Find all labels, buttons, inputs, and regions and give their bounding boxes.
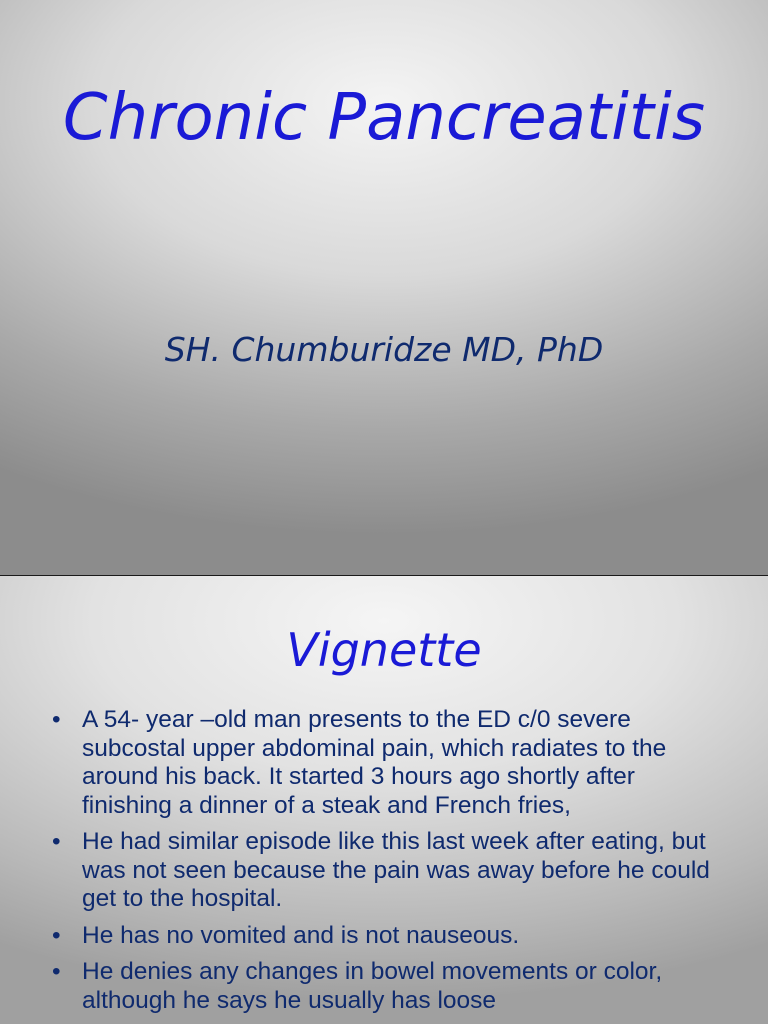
bullet-text: He denies any changes in bowel movements or color, although he says he usually has loose — [82, 958, 663, 1014]
slide-title: Vignette — [286, 623, 482, 677]
bullet-icon: • — [52, 958, 61, 985]
list-item — [32, 706, 722, 820]
bullet-icon: • — [52, 706, 61, 733]
list-item — [32, 922, 722, 951]
vignette-slide — [0, 576, 768, 1024]
bullet-icon: • — [52, 828, 61, 855]
list-item — [32, 958, 722, 1015]
bullet-text: A 54- year –old man presents to the ED c/0 severe subcostal upper abdominal pain, which radiates to the around his back. It started 3 hours ago shortly after finishing a dinner of a steak and French fries, — [82, 706, 667, 819]
author-line: SH. Chumburidze MD, PhD — [164, 330, 604, 369]
bullet-list — [32, 706, 722, 1023]
slide-title: Chronic Pancreatitis — [62, 81, 706, 155]
bullet-icon: • — [52, 921, 61, 949]
bullet-text: He has no vomited and is not nauseous. — [82, 921, 520, 949]
list-item — [32, 828, 722, 914]
bullet-text: He had similar episode like this last week after eating, but was not seen because the pain was away before he could get to the hospital. — [82, 828, 710, 912]
